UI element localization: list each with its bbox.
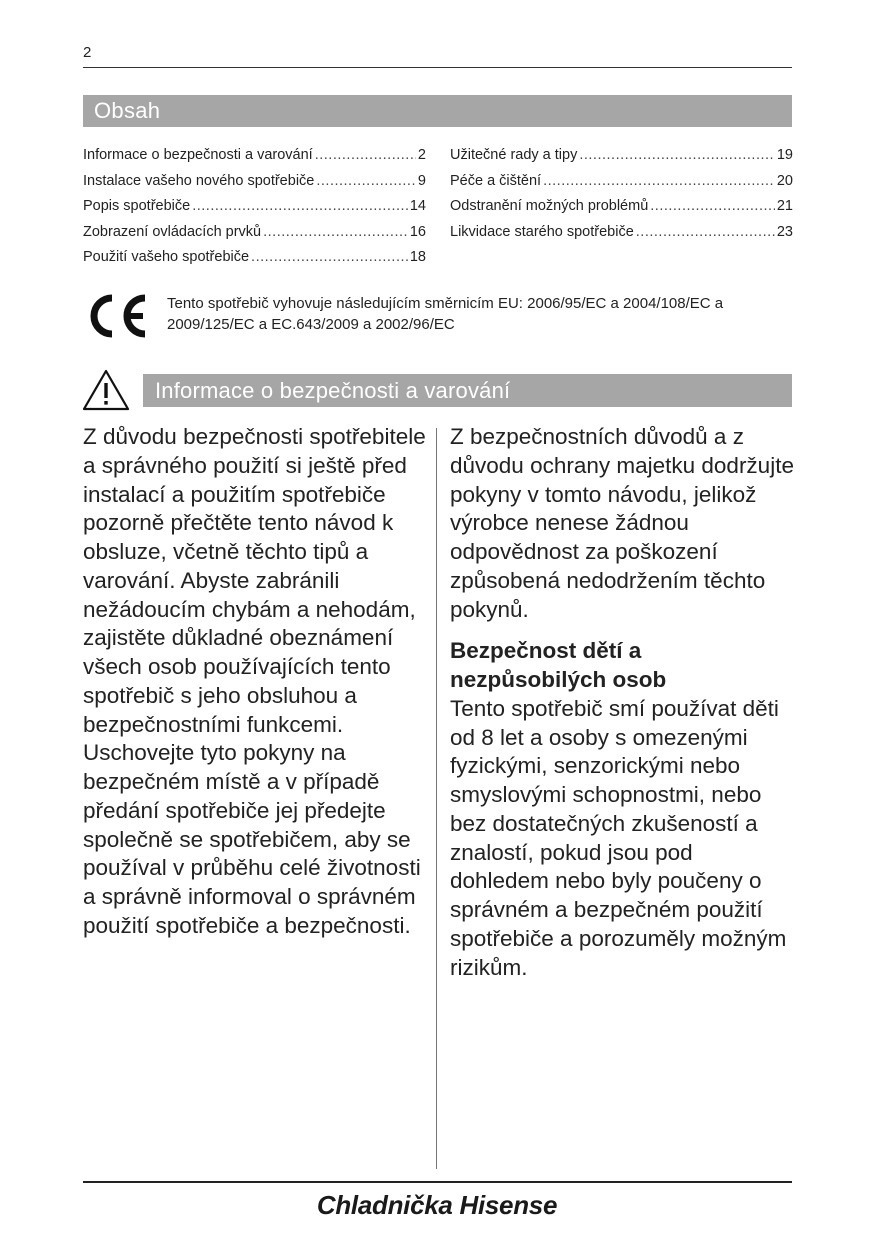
toc-leader-dots [650,198,775,214]
page-number: 2 [83,44,92,61]
paragraph-spacer [450,624,795,637]
toc-leader-dots [315,147,416,163]
ce-compliance-text: Tento spotřebič vyhovuje následujícím směrnicím EU: 2006/95/EC a 2004/108/EC a 2009/125/EC a EC.643/2009 a 2002/96/EC [167,295,724,333]
header-rule [83,67,792,68]
toc-entry-title: Popis spotřebiče [83,198,191,214]
toc-entry[interactable] [83,224,426,250]
toc-right-column [450,147,793,249]
toc-entry-page: 9 [417,172,426,189]
footer-brand: Chladnička Hisense [316,1190,558,1220]
toc-leader-dots [192,198,408,214]
toc-entry-title: Informace o bezpečnosti a varování [83,147,313,163]
toc-heading-bar [83,95,792,127]
toc-leader-dots [263,224,408,240]
toc-entry-page: 21 [776,198,793,214]
safety-left-column [83,423,428,941]
toc-entry-page: 23 [776,223,793,240]
toc-leader-dots [636,224,775,240]
warning-triangle-icon [82,369,130,411]
children-safety-heading: Bezpečnost dětí a nezpůsobilých osob [450,638,667,692]
toc-entry-title: Likvidace starého spotřebiče [450,223,634,240]
toc-entry-title: Instalace vašeho nového spotřebiče [83,172,315,189]
toc-entry-page: 20 [776,172,793,189]
safety-right-column [450,423,795,982]
toc-entry[interactable] [450,147,793,173]
safety-title: Informace o bezpečnosti a varování [155,377,511,403]
toc-left-column [83,147,426,275]
toc-entry-page: 2 [417,147,426,163]
toc-entry-page: 18 [409,249,426,265]
toc-entry[interactable] [450,173,793,199]
toc-entry[interactable] [83,249,426,275]
toc-entry-title: Užitečné rady a tipy [450,147,578,163]
toc-entry-title: Použití vašeho spotřebiče [83,249,250,265]
toc-title: Obsah [94,98,161,123]
toc-entry[interactable] [450,224,793,250]
toc-entry-title: Zobrazení ovládacích prvků [83,223,262,240]
toc-entry[interactable] [83,173,426,199]
children-safety-paragraph: Tento spotřebič smí používat děti od 8 let a osoby s omezenými fyzickými, senzorickými nebo smyslovými schopnostmi, nebo bez dostatečných zkušeností a znalostí, pokud jsou pod dohledem nebo byly poučeny o správném a bezpečném použití spotřebiče a porozuměly možným rizikům. [450,695,787,980]
toc-entry[interactable] [450,198,793,224]
toc-entry-page: 16 [409,223,426,240]
toc-leader-dots [579,147,775,163]
safety-property-paragraph: Z bezpečnostních důvodů a z důvodu ochrany majetku dodržujte pokyny v tomto návodu, jelikož výrobce nenese žádnou odpovědnost za poškození způsobená nedodržením těchto pokynů. [450,424,794,622]
safety-heading-bar [143,374,792,407]
toc-entry[interactable] [83,198,426,224]
toc-leader-dots [251,249,408,265]
toc-leader-dots [543,173,775,189]
ce-mark-icon [82,292,150,340]
toc-entry-page: 14 [409,198,426,214]
toc-entry-title: Odstranění možných problémů [450,198,649,214]
toc-leader-dots [316,173,416,189]
toc-entry-page: 19 [776,147,793,163]
column-divider [436,428,437,1169]
footer-rule [83,1181,792,1183]
toc-entry[interactable] [83,147,426,173]
toc-entry-title: Péče a čištění [450,172,542,189]
safety-intro-paragraph: Z důvodu bezpečnosti spotřebitele a správného použití si ještě před instalací a použitím spotřebiče pozorně přečtěte tento návod k obsluze, včetně těchto tipů a varování. Abyste zabránili nežádoucím chybám a nehodám, zajistěte důkladné obeznámení všech osob používajících tento spotřebič s jeho obsluhou a bezpečnostními funkcemi. Uschovejte tyto pokyny na bezpečném místě a v případě předání spotřebiče jej předejte společně se spotřebičem, aby se používal v průběhu celé životnosti a správně informoval o správném použití spotřebiče a bezpečnosti. [83,424,426,938]
